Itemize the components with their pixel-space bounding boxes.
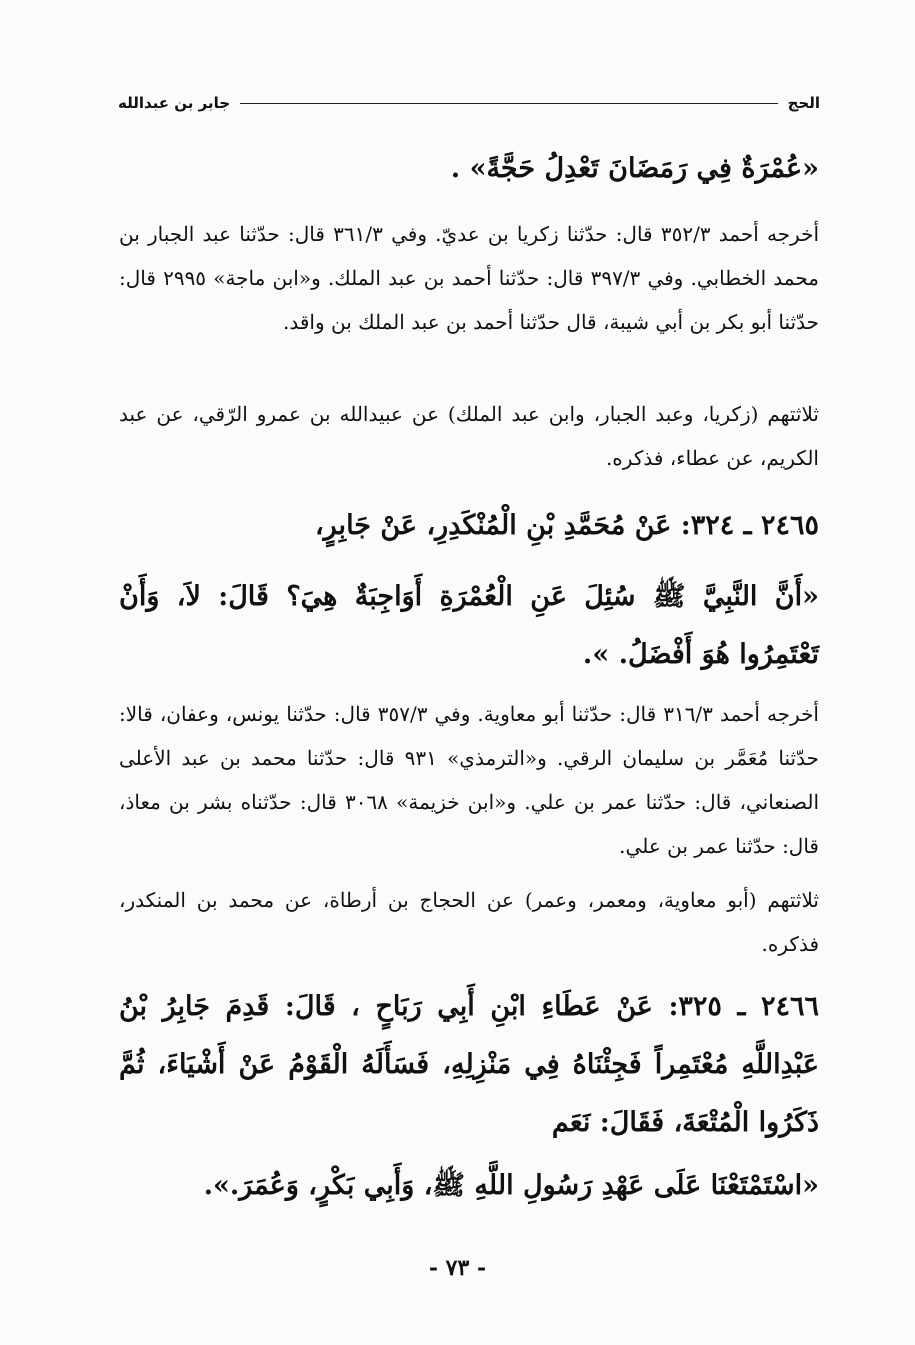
header-rule [240,103,778,104]
hadith-text: «اسْتَمْتَعْنَا عَلَى عَهْدِ رَسُولِ اللَّهِ ﷺ، وَأَبِي بَكْرٍ، وَعُمَرَ.». [203,1170,819,1201]
source-paragraph: أخرجه أحمد ٣١٦/٣ قال: حدّثنا أبو معاوية. وفي ٣٥٧/٣ قال: حدّثنا يونس، وعفان، قالا: حدّثنا مُعَمَّر بن سليمان الرقي. و«الترمذي» ٩٣١ قال: حدّثنا محمد بن عبد الأعلى الصنعاني، قال: حدّثنا عمر بن علي. و«ابن خزيمة» ٣٠٦٨ قال: حدّثناه بشر بن معاذ، قال: حدّثنا عمر بن علي. [119,702,820,858]
source-paragraph: ثلاثتهم (أبو معاوية، ومعمر، وعمر) عن الحجاج بن أرطاة، عن محمد بن المنكدر، فذكره. [119,888,819,956]
hadith-number-line: ٢٤٦٥ ـ ٣٢٤: عَنْ مُحَمَّدِ بْنِ الْمُنْكَدِرِ، عَنْ جَابِرٍ، [314,510,819,541]
source-paragraph: ثلاثتهم (زكريا، وعبد الجبار، وابن عبد الملك) عن عبيدالله بن عمرو الرّقي، عن عبد الكريم، عن عطاء، فذكره. [119,402,819,470]
header-chapter-title: الحج [787,94,820,112]
page-number: - ٧٣ - [428,1255,487,1281]
source-paragraph: أخرجه أحمد ٣٥٢/٣ قال: حدّثنا زكريا بن عديّ. وفي ٣٦١/٣ قال: حدّثنا عبد الجبار بن محمد الخطابي. وفي ٣٩٧/٣ قال: حدّثنا أحمد بن عبد الملك. و«ابن ماجة» ٢٩٩٥ قال: حدّثنا أبو بكر بن أبي شيبة، قال حدّثنا أحمد بن عبد الملك بن واقد. [119,222,820,334]
running-header [118,88,820,118]
hadith-text: ٢٤٦٦ ـ ٣٢٥: عَنْ عَطَاءِ ابْنِ أَبِي رَبَاحٍ ، قَالَ: قَدِمَ جَابِرُ بْنُ عَبْدِاللَّهِ مُعْتَمِراً فَجِئْنَاهُ فِي مَنْزِلِهِ، فَسَأَلَهُ الْقَوْمُ عَنْ أَشْيَاءَ، ثُمَّ ذَكَرُوا الْمُتْعَةَ، فَقَالَ: نَعَم [119,991,819,1138]
hadith-text: «عُمْرَةٌ فِي رَمَضَانَ تَعْدِلُ حَجَّةً» . [450,153,819,184]
header-section-title: جابر بن عبدالله [118,94,231,112]
hadith-text: «أَنَّ النَّبِيَّ ﷺ سُئِلَ عَنِ الْعُمْرَةِ أَوَاجِبَةٌ هِيَ؟ قَالَ: لاَ، وَأَنْ تَعْتَمِرُوا هُوَ أَفْضَلُ. ». [119,581,819,670]
